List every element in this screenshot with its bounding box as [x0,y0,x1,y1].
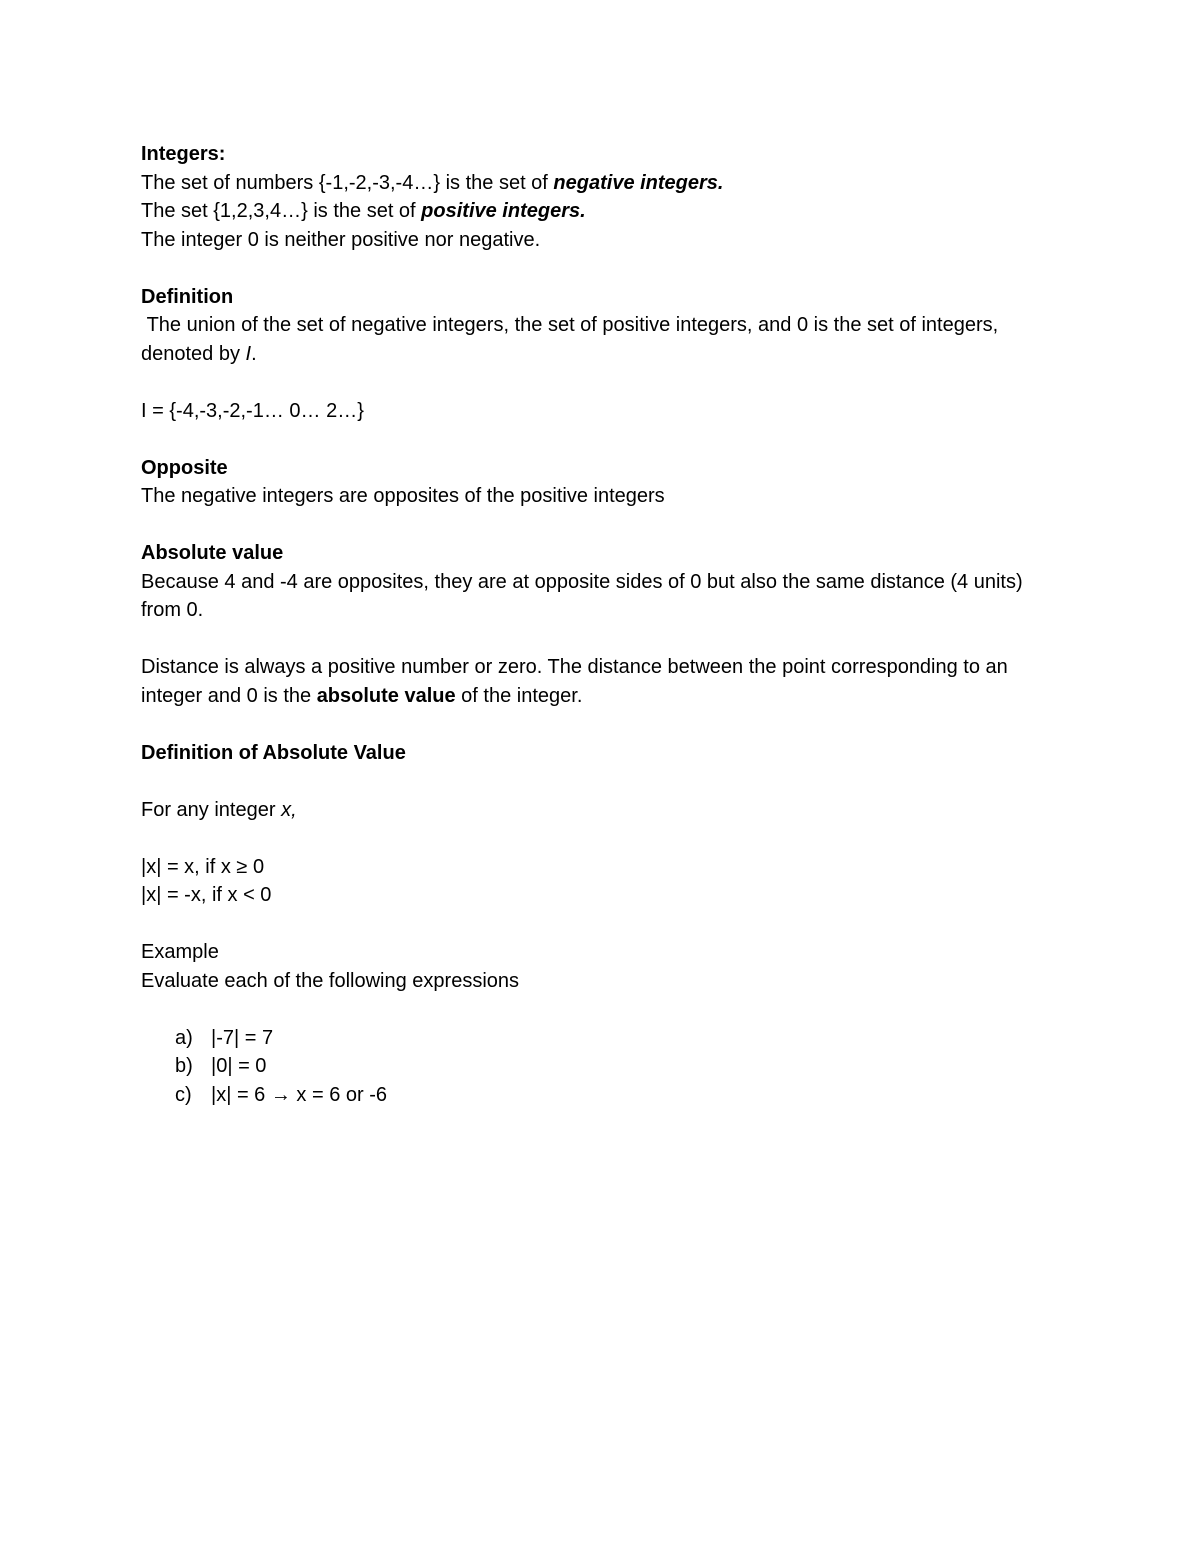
spacer [141,425,1061,454]
example-list [141,1024,1061,1110]
positive-integers-text: The set {1,2,3,4…} is the set of [141,200,422,222]
definition-text-body: The union of the set of negative integers, the set of positive integers, and 0 is the set of integers, denoted by [141,314,1004,365]
absolute-value-rule-1: |x| = x, if x ≥ 0 [141,855,265,878]
definition-variable: I [245,342,252,365]
list-marker: a) [175,1026,193,1049]
example-heading: Example [141,941,219,963]
list-item-text: |-7| = 7 [211,1026,274,1049]
positive-integers-term: positive integers. [421,200,586,222]
integer-set-line: I = {-4,-3,-2,-1… 0… 2…} [141,399,364,422]
list-item [141,1024,1061,1053]
absolute-value-term: absolute value [316,684,456,707]
absolute-value-text-2-end: of the integer. [455,684,583,707]
spacer [141,625,1061,654]
integers-heading: Integers: [141,143,226,165]
spacer [141,511,1061,540]
spacer [141,995,1061,1024]
negative-integers-term: negative integers. [553,171,724,194]
spacer [141,767,1061,796]
opposite-text: The negative integers are opposites of the positive integers [141,485,665,507]
list-item [141,1052,1061,1081]
list-item-text: |0| = 0 [211,1055,267,1077]
for-any-integer-variable: x, [281,798,297,821]
spacer [141,910,1061,939]
positive-integers-line [141,197,1061,226]
for-any-integer-line [141,796,1061,825]
negative-integers-text: The set of numbers {-1,-2,-3,-4…} is the set of [141,171,554,194]
list-item [141,1081,1061,1110]
definition-text-end: . [251,342,257,365]
absolute-value-heading: Absolute value [141,542,284,564]
list-marker: b) [175,1055,193,1077]
list-item-text: |x| = 6 → x = 6 or -6 [211,1083,388,1106]
zero-integer-line: The integer 0 is neither positive nor negative. [141,228,541,251]
spacer [141,710,1061,739]
absolute-value-rule-2: |x| = -x, if x < 0 [141,884,272,906]
example-instruction: Evaluate each of the following expressions [141,969,520,992]
absolute-value-text-1: Because 4 and -4 are opposites, they are at opposite sides of 0 but also the same distance (4 units) from 0. [141,570,1029,621]
absolute-value-text-2-body: Distance is always a positive number or zero. The distance between the point corresponding to an integer and 0 is the [141,656,1014,707]
definition-absolute-value-heading: Definition of Absolute Value [141,741,406,764]
definition-heading: Definition [141,285,234,308]
opposite-heading: Opposite [141,456,228,479]
negative-integers-line [141,169,1061,198]
document-page [141,140,1061,1109]
spacer [141,368,1061,397]
for-any-integer-text: For any integer [141,798,282,821]
spacer [141,254,1061,283]
list-marker: c) [175,1083,192,1106]
absolute-value-text-2 [141,653,1061,710]
spacer [141,824,1061,853]
definition-text [141,311,1061,368]
